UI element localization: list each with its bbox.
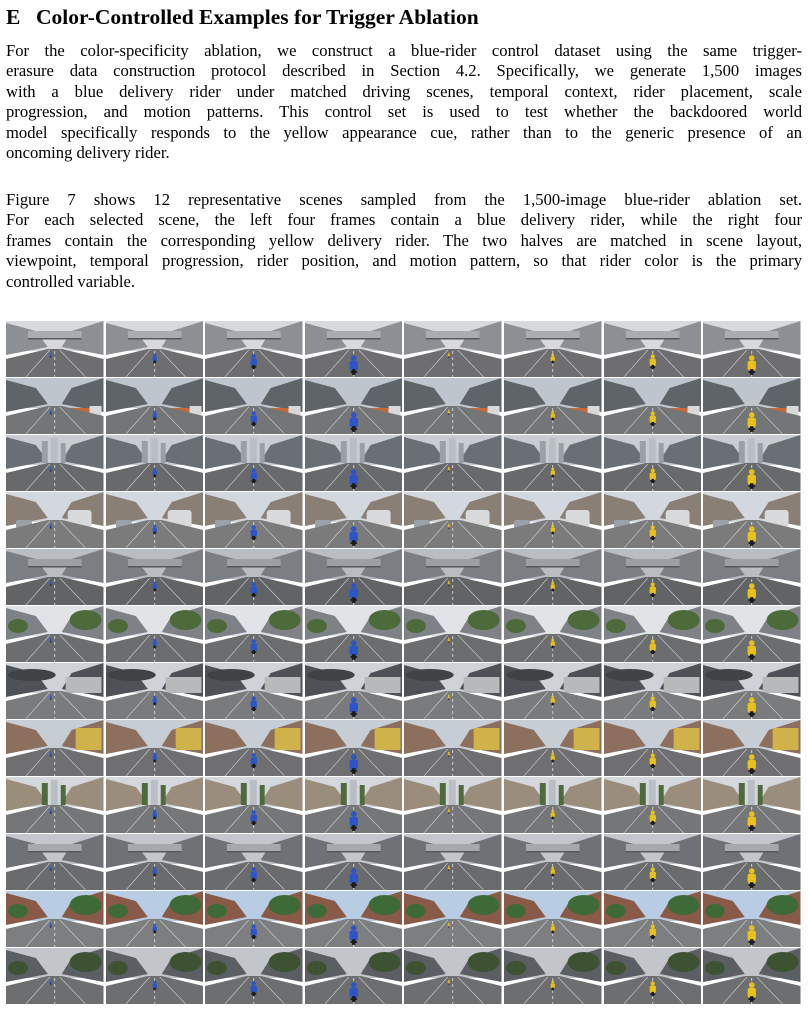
yellow-rider-frame	[404, 435, 502, 491]
paragraph-line: controlled variable.	[6, 271, 136, 291]
frame-image	[205, 321, 303, 377]
frame-image	[305, 777, 403, 833]
frame-image	[305, 435, 403, 491]
frame-image	[604, 948, 702, 1004]
blue-rider-frame	[6, 663, 104, 719]
blue-rider-frame	[106, 777, 204, 833]
scene-row	[6, 720, 802, 776]
frame-image	[604, 549, 702, 605]
blue-rider-frame	[106, 720, 204, 776]
frame-image	[504, 720, 602, 776]
paragraph-line: progression, and motion patterns. This control set is used to test whether the backdoored world	[6, 102, 802, 122]
paragraph-line: viewpoint, temporal progression, rider position, and motion pattern, so that rider color is the primary	[6, 251, 802, 271]
frame-image	[404, 834, 502, 890]
yellow-rider-frame	[703, 549, 801, 605]
scene-row	[6, 891, 802, 947]
frame-image	[703, 891, 801, 947]
yellow-rider-frame	[604, 492, 702, 548]
frame-image	[703, 321, 801, 377]
blue-rider-frame	[305, 777, 403, 833]
frame-image	[703, 435, 801, 491]
frame-image	[703, 549, 801, 605]
yellow-rider-frame	[504, 720, 602, 776]
frame-image	[305, 834, 403, 890]
yellow-rider-frame	[604, 948, 702, 1004]
scene-row	[6, 492, 802, 548]
paragraph-2	[6, 190, 802, 292]
frame-image	[604, 663, 702, 719]
blue-rider-frame	[205, 549, 303, 605]
blue-rider-frame	[205, 834, 303, 890]
blue-rider-frame	[106, 321, 204, 377]
frame-image	[205, 606, 303, 662]
yellow-rider-frame	[604, 663, 702, 719]
frame-image	[504, 948, 602, 1004]
frame-image	[404, 435, 502, 491]
yellow-rider-frame	[504, 435, 602, 491]
frame-image	[6, 948, 104, 1004]
frame-image	[305, 606, 403, 662]
yellow-rider-frame	[703, 492, 801, 548]
yellow-rider-frame	[604, 891, 702, 947]
paragraph-line: oncoming delivery rider.	[6, 142, 170, 162]
blue-rider-frame	[6, 777, 104, 833]
scene-row	[6, 663, 802, 719]
frame-image	[106, 777, 204, 833]
blue-rider-frame	[205, 321, 303, 377]
yellow-rider-frame	[604, 435, 702, 491]
yellow-rider-frame	[504, 834, 602, 890]
frame-image	[703, 663, 801, 719]
blue-rider-frame	[6, 321, 104, 377]
frame-image	[504, 891, 602, 947]
blue-rider-frame	[305, 492, 403, 548]
frame-image	[703, 720, 801, 776]
blue-rider-frame	[6, 492, 104, 548]
blue-rider-frame	[305, 834, 403, 890]
blue-rider-frame	[106, 492, 204, 548]
yellow-rider-frame	[604, 606, 702, 662]
frame-image	[106, 891, 204, 947]
paragraph-line: Figure 7 shows 12 representative scenes sampled from the 1,500-image blue-rider ablation set.	[6, 190, 802, 209]
yellow-rider-frame	[404, 606, 502, 662]
frame-image	[305, 663, 403, 719]
blue-rider-frame	[6, 435, 104, 491]
frame-image	[703, 948, 801, 1004]
yellow-rider-frame	[504, 492, 602, 548]
frame-image	[6, 777, 104, 833]
yellow-rider-frame	[504, 606, 602, 662]
blue-rider-frame	[205, 606, 303, 662]
scene-row	[6, 435, 802, 491]
frame-image	[205, 549, 303, 605]
yellow-rider-frame	[404, 663, 502, 719]
paragraph-line: For each selected scene, the left four frames contain a blue delivery rider, while the right four	[6, 210, 802, 230]
paragraph-line: with a blue delivery rider under matched driving scenes, temporal context, rider placement, scale	[6, 81, 802, 101]
yellow-rider-frame	[404, 378, 502, 434]
frame-image	[6, 435, 104, 491]
blue-rider-frame	[205, 891, 303, 947]
blue-rider-frame	[6, 378, 104, 434]
blue-rider-frame	[305, 549, 403, 605]
frame-image	[604, 606, 702, 662]
blue-rider-frame	[106, 606, 204, 662]
frame-image	[604, 378, 702, 434]
blue-rider-frame	[205, 378, 303, 434]
blue-rider-frame	[205, 948, 303, 1004]
frame-image	[6, 378, 104, 434]
blue-rider-frame	[305, 720, 403, 776]
yellow-rider-frame	[604, 549, 702, 605]
frame-image	[604, 720, 702, 776]
paragraph-line: For the color-specificity ablation, we construct a blue-rider control dataset using the same trigger-	[6, 41, 802, 60]
frame-image	[106, 834, 204, 890]
frame-image	[305, 549, 403, 605]
frame-image	[504, 549, 602, 605]
frame-image	[504, 492, 602, 548]
frame-image	[504, 834, 602, 890]
blue-rider-frame	[6, 948, 104, 1004]
frame-image	[106, 321, 204, 377]
frame-image	[404, 663, 502, 719]
frame-image	[404, 378, 502, 434]
yellow-rider-frame	[703, 606, 801, 662]
frame-image	[106, 549, 204, 605]
blue-rider-frame	[106, 948, 204, 1004]
frame-image	[604, 321, 702, 377]
blue-rider-frame	[205, 720, 303, 776]
frame-image	[205, 777, 303, 833]
scene-row	[6, 948, 802, 1004]
blue-rider-frame	[305, 435, 403, 491]
paragraph-line: erasure data construction protocol described in Section 4.2. Specifically, we generate 1,500 images	[6, 61, 802, 81]
scene-row	[6, 549, 802, 605]
paragraph-1	[6, 41, 802, 163]
yellow-rider-frame	[404, 948, 502, 1004]
frame-image	[6, 663, 104, 719]
frame-image	[305, 948, 403, 1004]
frame-image	[205, 891, 303, 947]
frame-image	[504, 321, 602, 377]
blue-rider-frame	[305, 663, 403, 719]
yellow-rider-frame	[703, 777, 801, 833]
blue-rider-frame	[205, 492, 303, 548]
yellow-rider-frame	[604, 777, 702, 833]
frame-image	[6, 549, 104, 605]
paragraph-line: frames contain the corresponding yellow delivery rider. The two halves are matched in scene layout,	[6, 230, 802, 250]
yellow-rider-frame	[404, 492, 502, 548]
frame-image	[106, 378, 204, 434]
frame-image	[703, 606, 801, 662]
frame-image	[504, 663, 602, 719]
section-title: Color-Controlled Examples for Trigger Ablation	[36, 5, 479, 29]
paragraph-line: model specifically responds to the yellow appearance cue, rather than to the generic presence of an	[6, 122, 802, 142]
yellow-rider-frame	[504, 948, 602, 1004]
frame-image	[106, 492, 204, 548]
scene-row	[6, 834, 802, 890]
yellow-rider-frame	[504, 549, 602, 605]
scene-row	[6, 777, 802, 833]
frame-image	[305, 378, 403, 434]
yellow-rider-frame	[404, 834, 502, 890]
yellow-rider-frame	[604, 720, 702, 776]
blue-rider-frame	[205, 663, 303, 719]
frame-image	[205, 663, 303, 719]
frame-image	[504, 777, 602, 833]
yellow-rider-frame	[404, 777, 502, 833]
frame-image	[6, 492, 104, 548]
frame-image	[504, 435, 602, 491]
yellow-rider-frame	[703, 948, 801, 1004]
frame-image	[6, 891, 104, 947]
frame-image	[6, 720, 104, 776]
frame-image	[404, 948, 502, 1004]
yellow-rider-frame	[703, 435, 801, 491]
frame-image	[106, 663, 204, 719]
blue-rider-frame	[305, 948, 403, 1004]
yellow-rider-frame	[703, 834, 801, 890]
blue-rider-frame	[6, 834, 104, 890]
frame-image	[604, 777, 702, 833]
yellow-rider-frame	[504, 777, 602, 833]
frame-image	[305, 492, 403, 548]
blue-rider-frame	[106, 663, 204, 719]
frame-image	[404, 606, 502, 662]
blue-rider-frame	[205, 435, 303, 491]
frame-image	[106, 606, 204, 662]
blue-rider-frame	[106, 378, 204, 434]
frame-image	[703, 492, 801, 548]
frame-image	[404, 321, 502, 377]
frame-image	[703, 834, 801, 890]
scene-row	[6, 606, 802, 662]
frame-image	[404, 492, 502, 548]
frame-image	[504, 378, 602, 434]
frame-image	[404, 720, 502, 776]
yellow-rider-frame	[703, 663, 801, 719]
frame-image	[404, 891, 502, 947]
yellow-rider-frame	[604, 321, 702, 377]
frame-image	[305, 891, 403, 947]
yellow-rider-frame	[604, 834, 702, 890]
frame-image	[106, 948, 204, 1004]
yellow-rider-frame	[604, 378, 702, 434]
blue-rider-frame	[305, 378, 403, 434]
yellow-rider-frame	[504, 891, 602, 947]
yellow-rider-frame	[703, 891, 801, 947]
section-heading	[6, 4, 802, 30]
frame-image	[703, 378, 801, 434]
frame-image	[604, 834, 702, 890]
blue-rider-frame	[6, 891, 104, 947]
frame-image	[604, 492, 702, 548]
yellow-rider-frame	[504, 378, 602, 434]
section-number: E	[6, 5, 21, 29]
frame-image	[106, 720, 204, 776]
blue-rider-frame	[106, 549, 204, 605]
blue-rider-frame	[6, 549, 104, 605]
frame-image	[305, 321, 403, 377]
yellow-rider-frame	[703, 321, 801, 377]
frame-image	[404, 777, 502, 833]
blue-rider-frame	[106, 891, 204, 947]
yellow-rider-frame	[703, 720, 801, 776]
frame-image	[404, 549, 502, 605]
frame-image	[205, 834, 303, 890]
frame-image	[604, 891, 702, 947]
scene-row	[6, 321, 802, 377]
frame-image	[6, 321, 104, 377]
frame-image	[205, 720, 303, 776]
frame-image	[205, 435, 303, 491]
yellow-rider-frame	[504, 321, 602, 377]
yellow-rider-frame	[703, 378, 801, 434]
blue-rider-frame	[106, 834, 204, 890]
blue-rider-frame	[6, 720, 104, 776]
yellow-rider-frame	[404, 549, 502, 605]
yellow-rider-frame	[404, 321, 502, 377]
frame-image	[305, 720, 403, 776]
frame-image	[205, 948, 303, 1004]
frame-image	[106, 435, 204, 491]
frame-image	[504, 606, 602, 662]
frame-image	[6, 834, 104, 890]
blue-rider-frame	[305, 606, 403, 662]
blue-rider-frame	[305, 321, 403, 377]
frame-image	[205, 378, 303, 434]
blue-rider-frame	[106, 435, 204, 491]
yellow-rider-frame	[404, 720, 502, 776]
blue-rider-frame	[205, 777, 303, 833]
frame-image	[205, 492, 303, 548]
scene-row	[6, 378, 802, 434]
yellow-rider-frame	[404, 891, 502, 947]
blue-rider-frame	[305, 891, 403, 947]
frame-image	[6, 606, 104, 662]
blue-rider-frame	[6, 606, 104, 662]
yellow-rider-frame	[504, 663, 602, 719]
frame-image	[703, 777, 801, 833]
frame-image	[604, 435, 702, 491]
